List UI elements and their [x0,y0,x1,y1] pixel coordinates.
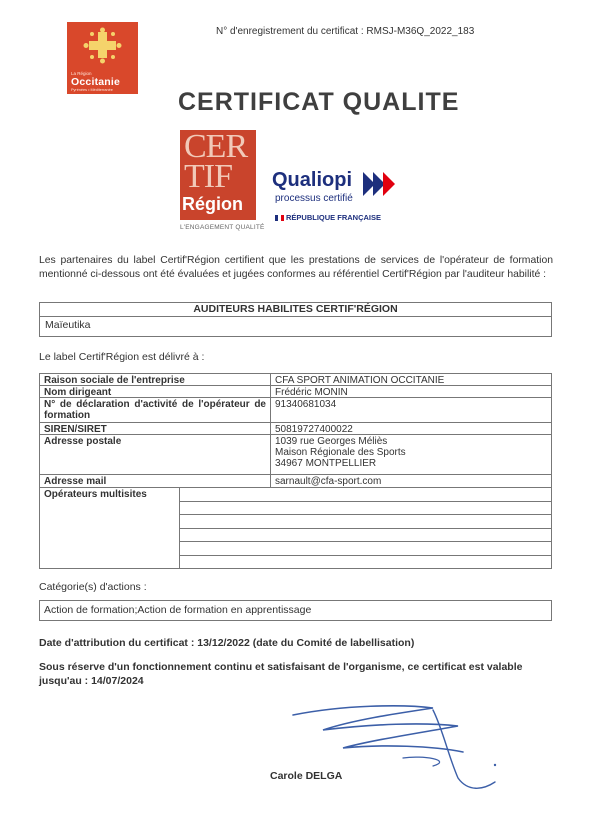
multisites-value [179,487,552,569]
categories-label: Catégorie(s) d'actions : [39,581,147,593]
french-flag-icon [275,215,284,221]
raison-sociale-label: Raison sociale de l'entreprise [39,373,271,386]
company-info-table [39,373,552,569]
intro-paragraph: Les partenaires du label Certif'Région certifient que les prestations de services de l'opérateur de formation mentionné ci-dessous ont été évaluées et jugées conformes au référentiel Certif'Région par l'auditeur habilité : [39,255,553,280]
categories-value: Action de formation;Action de formation en apprentissage [39,600,552,621]
multisites-line [180,555,551,556]
declaration-label: N° de déclaration d'activité de l'opérateur de formation [39,397,271,423]
occitanie-logo [67,22,138,94]
certif-logo-line2: TIF [184,158,232,195]
adresse-line3: 34967 MONTPELLIER [275,458,377,469]
dirigeant-label: Nom dirigeant [39,385,271,398]
occitan-cross-icon [67,22,138,72]
multisites-line [180,528,551,529]
certif-region-caption: L'ENGAGEMENT QUALITÉ [180,224,265,231]
republique-francaise [275,213,381,222]
certif-logo-line1: CER [184,130,248,165]
adresse-line2: Maison Régionale des Sports [275,447,406,458]
adresse-label: Adresse postale [39,434,271,475]
signer-name: Carole DELGA [270,770,343,782]
multisites-line [180,514,551,515]
auditors-value: Maïeutika [45,319,91,331]
attribution-date: Date d'attribution du certificat : 13/12/2022 (date du Comité de labellisation) [39,637,415,649]
auditors-table [39,302,552,337]
adresse-line1: 1039 rue Georges Méliès [275,436,388,447]
multisites-line [180,501,551,502]
occitanie-tagline: Pyrénées • Méditerranée [71,88,113,92]
auditors-header: AUDITEURS HABILITES CERTIF'RÉGION [40,303,551,317]
certif-region-logo [180,130,256,220]
raison-sociale-value: CFA SPORT ANIMATION OCCITANIE [270,373,552,386]
siret-value: 50819727400022 [270,422,552,435]
certif-logo-line3: Région [182,194,243,214]
multisites-label: Opérateurs multisites [39,487,180,569]
validity-statement: Sous réserve d'un fonctionnement continu et satisfaisant de l'organisme, ce certificat est valable jusqu'au : 14/07/2024 [39,661,523,687]
occitanie-small-text: La Région [71,71,92,76]
dirigeant-value: Frédéric MONIN [270,385,552,398]
label-intro: Le label Certif'Région est délivré à : [39,351,205,363]
republique-text: RÉPUBLIQUE FRANÇAISE [286,213,382,222]
mail-value: sarnault@cfa-sport.com [270,474,552,488]
multisites-line [180,541,551,542]
siret-label: SIREN/SIRET [39,422,271,435]
certificate-title: CERTIFICAT QUALITE [178,88,460,116]
declaration-value: 91340681034 [270,397,552,423]
occitanie-name: Occitanie [71,76,121,88]
adresse-value [270,434,552,475]
registration-number: N° d'enregistrement du certificat : RMSJ-M36Q_2022_183 [216,26,475,37]
qualiopi-subtitle: processus certifié [275,193,353,204]
qualiopi-name: Qualiopi [272,169,352,191]
mail-label: Adresse mail [39,474,271,488]
qualiopi-arrows-icon [363,170,397,198]
